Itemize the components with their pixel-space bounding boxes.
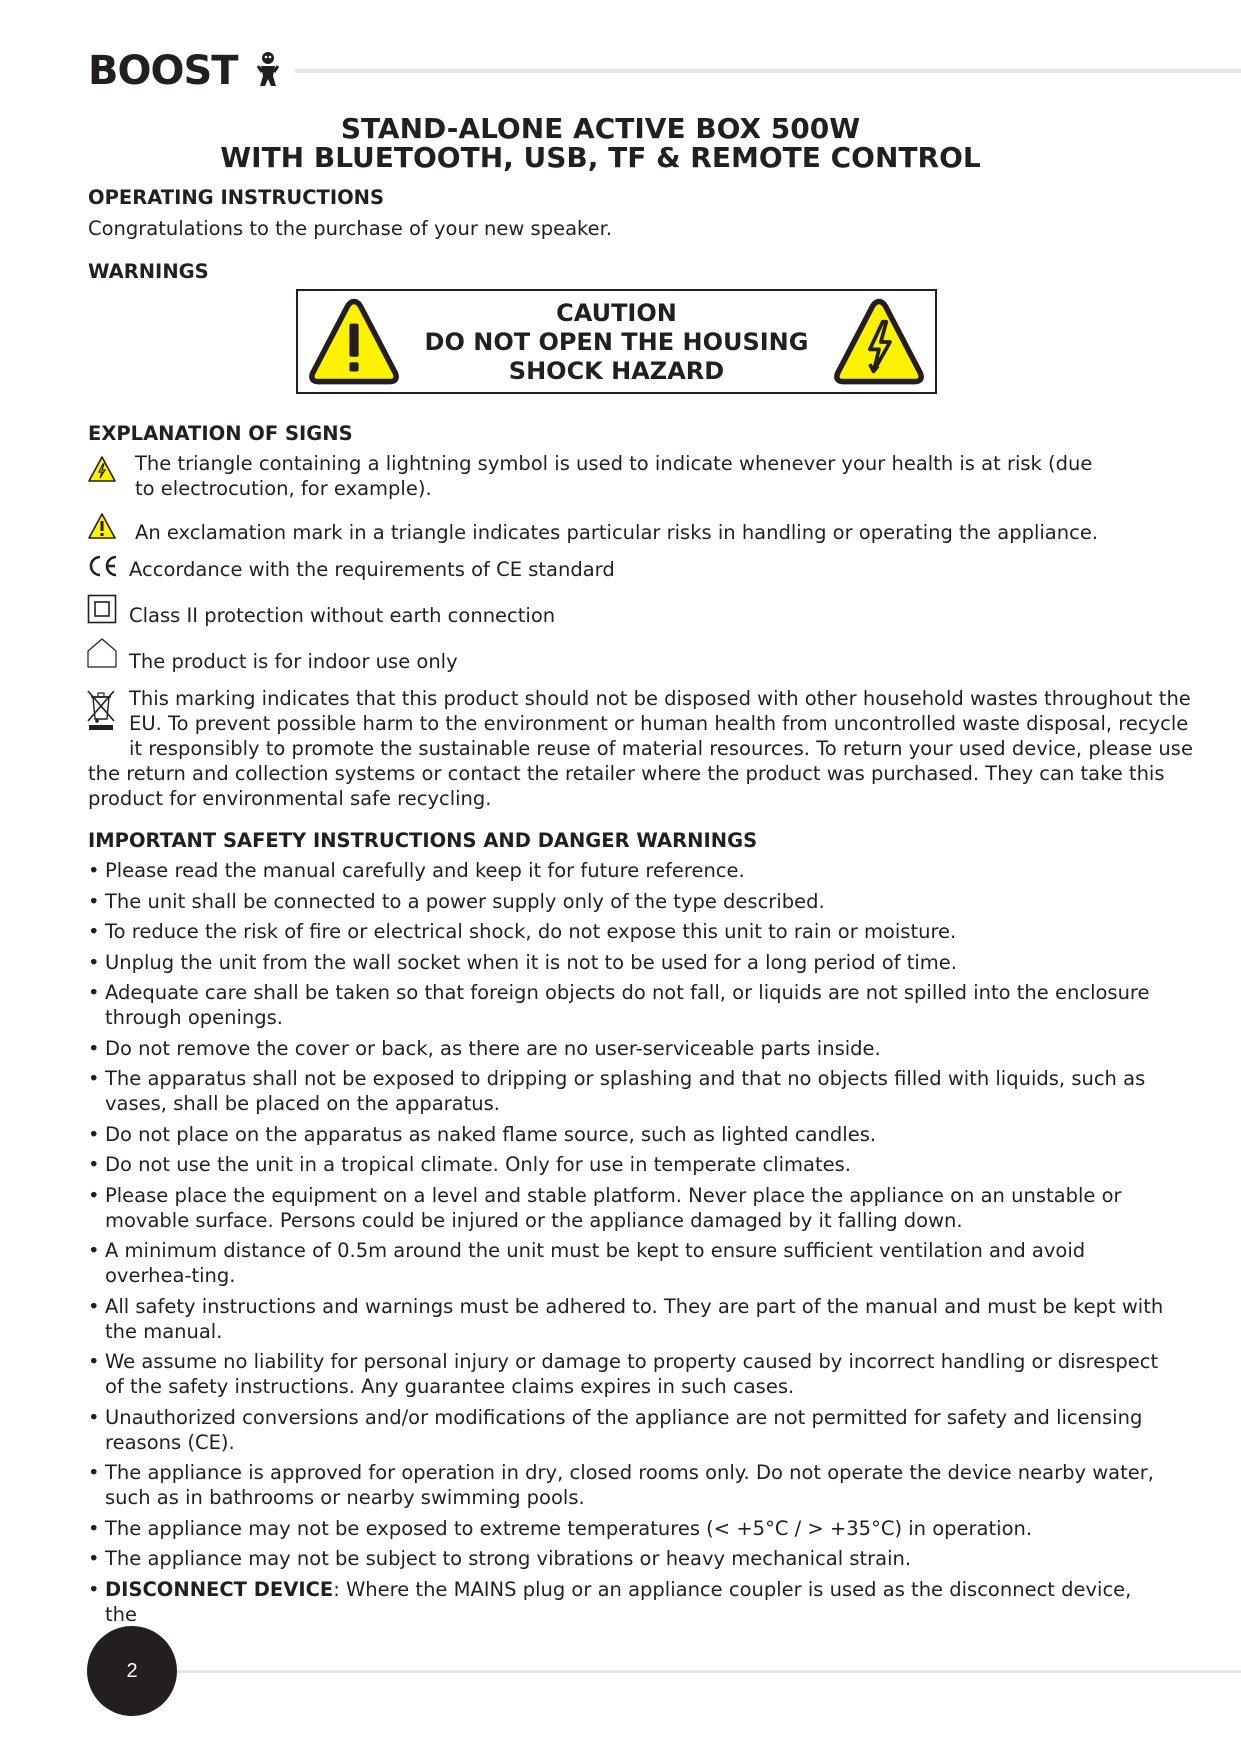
list-item: • We assume no liability for personal injury or damage to property caused by incorrect handling or disrespect of the safety instructions. Any guarantee claims expires in such cases.	[88, 1349, 1168, 1399]
document-title-line1: STAND-ALONE ACTIVE BOX 500W	[340, 112, 861, 145]
house-icon	[86, 637, 118, 669]
caution-line-3: SHOCK HAZARD	[508, 357, 725, 385]
list-item-disconnect	[88, 1577, 1168, 1627]
list-item: • Do not remove the cover or back, as there are no user-serviceable parts inside.	[88, 1036, 1168, 1061]
document-title-line2: WITH BLUETOOTH, USB, TF & REMOTE CONTROL	[220, 141, 981, 174]
list-item: • The appliance may not be exposed to extreme temperatures (< +5°C / > +35°C) in operation.	[88, 1516, 1168, 1541]
safety-bullet-list	[88, 858, 1168, 1632]
page-number-badge	[87, 1626, 177, 1716]
sign-text-weee-3: it responsibly to promote the sustainable reuse of material resources. To return your used device, please use	[129, 737, 1193, 760]
weee-bin-icon	[86, 687, 116, 731]
safety-heading: IMPORTANT SAFETY INSTRUCTIONS AND DANGER WARNINGS	[88, 829, 758, 852]
operating-instructions-heading: OPERATING INSTRUCTIONS	[88, 186, 385, 209]
list-item: • Do not place on the apparatus as naked flame source, such as lighted candles.	[88, 1122, 1168, 1147]
list-item: • Unauthorized conversions and/or modifications of the appliance are not permitted for safety and licensing reasons (CE).	[88, 1405, 1168, 1455]
list-item: • The appliance may not be subject to strong vibrations or heavy mechanical strain.	[88, 1546, 1168, 1571]
exclamation-triangle-icon	[87, 512, 117, 540]
list-item: • Unplug the unit from the wall socket when it is not to be used for a long period of time.	[88, 950, 1168, 975]
list-item: • Do not use the unit in a tropical climate. Only for use in temperate climates.	[88, 1152, 1168, 1177]
class-ii-icon	[87, 594, 117, 624]
signs-heading: EXPLANATION OF SIGNS	[88, 422, 353, 445]
sign-text-class-ii: Class II protection without earth connection	[129, 604, 556, 627]
caution-line-2: DO NOT OPEN THE HOUSING	[424, 328, 809, 356]
list-item: • Please place the equipment on a level and stable platform. Never place the appliance on an unstable or movable surface. Persons could be injured or the appliance damaged by it falling down.	[88, 1183, 1168, 1233]
logo-text: BOOST	[88, 48, 238, 92]
boost-logo	[88, 46, 284, 92]
sign-text-weee-1: This marking indicates that this product should not be disposed with other household wastes throughout the	[129, 687, 1191, 710]
sign-text-exclamation: An exclamation mark in a triangle indicates particular risks in handling or operating the appliance.	[135, 521, 1099, 544]
sign-text-weee-5: product for environmental safe recycling.	[88, 787, 492, 810]
sign-text-ce: Accordance with the requirements of CE standard	[129, 558, 615, 581]
disconnect-device-text: : Where the MAINS plug or an appliance coupler is used as the disconnect device, the	[105, 1577, 1132, 1626]
header-rule	[295, 69, 1241, 73]
list-item: • The appliance is approved for operation in dry, closed rooms only. Do not operate the device nearby water, such as in bathrooms or nearby swimming pools.	[88, 1460, 1168, 1510]
lightning-triangle-icon	[87, 455, 117, 483]
list-item: • To reduce the risk of fire or electrical shock, do not expose this unit to rain or moisture.	[88, 919, 1168, 944]
list-item: • The unit shall be connected to a power supply only of the type described.	[88, 889, 1168, 914]
list-item: • A minimum distance of 0.5m around the unit must be kept to ensure sufficient ventilation and avoid overhea-ting.	[88, 1238, 1168, 1288]
sign-text-lightning: The triangle containing a lightning symbol is used to indicate whenever your health is at risk (due to electrocution, for example).	[135, 452, 1093, 500]
list-item: • The apparatus shall not be exposed to dripping or splashing and that no objects filled with liquids, such as vases, shall be placed on the apparatus.	[88, 1066, 1168, 1116]
list-item: • All safety instructions and warnings must be adhered to. They are part of the manual and must be kept with the manual.	[88, 1294, 1168, 1344]
sign-text-weee-2: EU. To prevent possible harm to the environment or human health from uncontrolled waste disposal, recycle	[129, 712, 1189, 735]
ce-mark-icon	[87, 554, 119, 578]
sign-text-weee-4: the return and collection systems or contact the retailer where the product was purchased. They can take this	[88, 762, 1165, 785]
page-number: 2	[126, 1659, 138, 1682]
sign-text-indoor: The product is for indoor use only	[129, 650, 458, 673]
lightning-triangle-icon	[833, 296, 925, 388]
warnings-heading: WARNINGS	[88, 260, 209, 283]
logo-figure-icon	[258, 52, 278, 86]
list-item: • Adequate care shall be taken so that foreign objects do not fall, or liquids are not spilled into the enclosure through openings.	[88, 980, 1168, 1030]
caution-box	[296, 289, 937, 394]
caution-line-1: CAUTION	[556, 299, 677, 327]
intro-text: Congratulations to the purchase of your new speaker.	[88, 217, 613, 240]
list-item: • Please read the manual carefully and keep it for future reference.	[88, 858, 1168, 883]
disconnect-device-label: DISCONNECT DEVICE	[105, 1577, 334, 1601]
footer-rule	[177, 1670, 1241, 1673]
